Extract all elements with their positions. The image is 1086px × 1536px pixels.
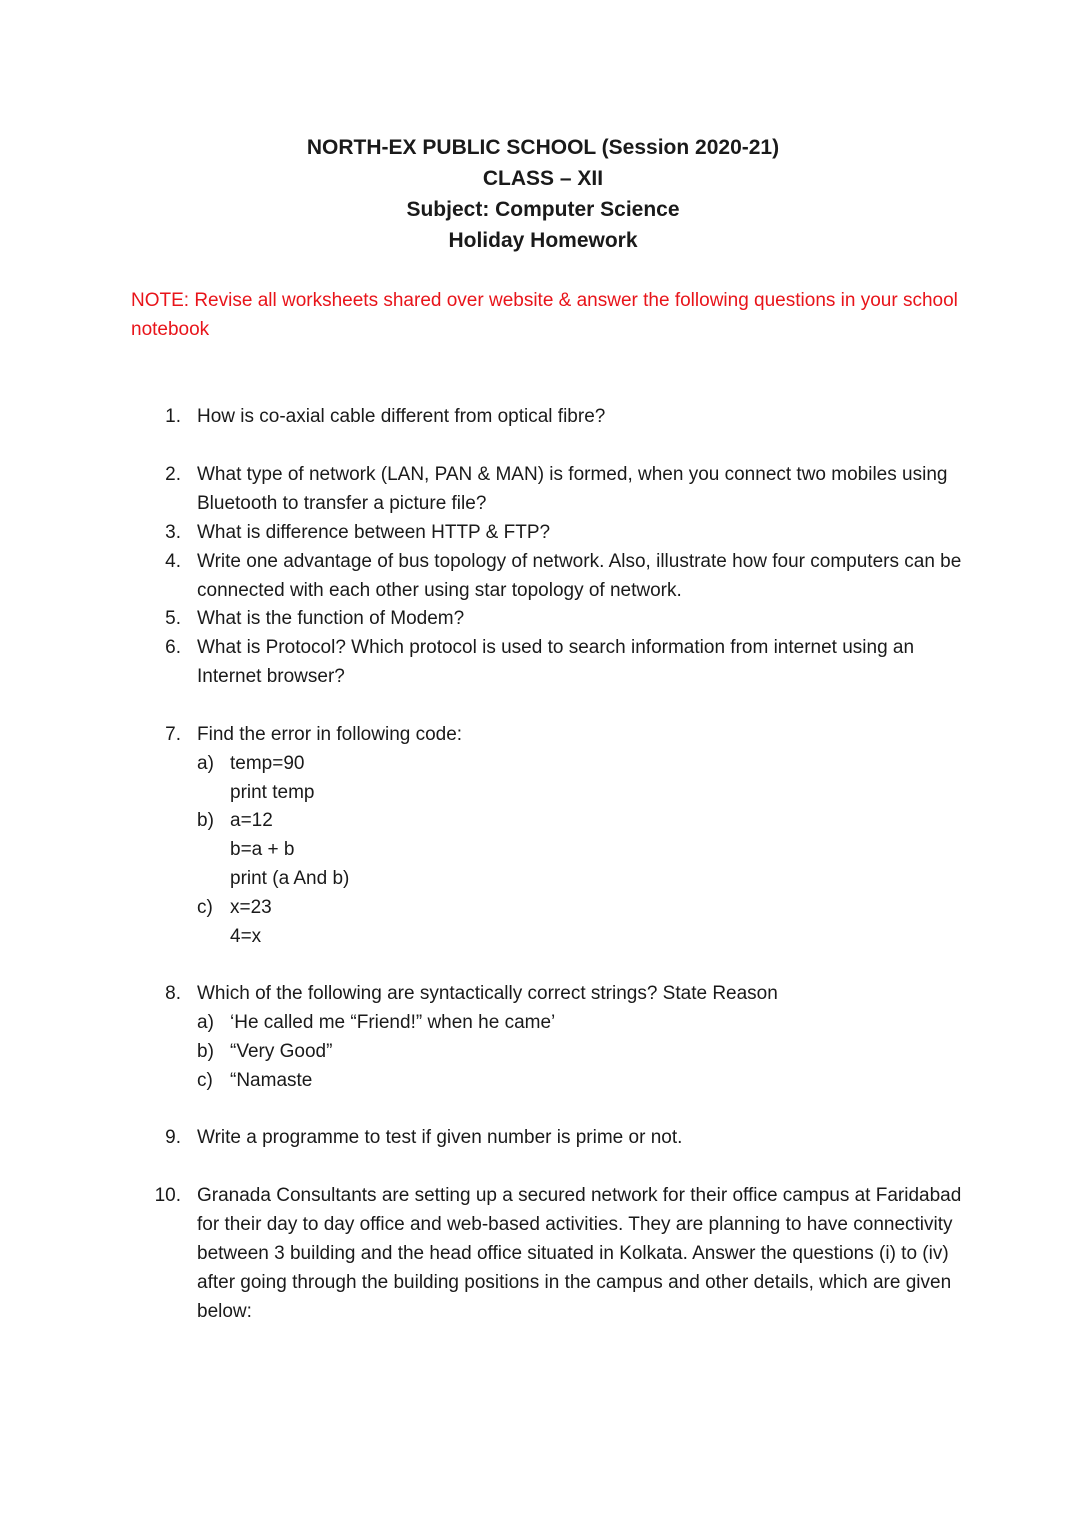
question-number: 2. xyxy=(165,464,181,485)
sub-label: b) xyxy=(197,1041,214,1062)
question-number: 5. xyxy=(165,608,181,629)
question-number: 10. xyxy=(154,1185,181,1206)
code-line: b=a + b xyxy=(230,839,295,860)
question-number: 9. xyxy=(165,1127,181,1148)
question-text: Write a programme to test if given number is prime or not. xyxy=(197,1127,683,1148)
question-text: What type of network (LAN, PAN & MAN) is formed, when you connect two mobiles using Bluetooth to transfer a picture file? xyxy=(197,464,948,514)
question-number: 4. xyxy=(165,551,181,572)
question-text: Find the error in following code: xyxy=(197,724,463,745)
question-text: What is the function of Modem? xyxy=(197,608,465,629)
sub-label: c) xyxy=(197,897,213,918)
code-line: print (a And b) xyxy=(230,868,350,889)
code-line: a=12 xyxy=(230,810,273,831)
question-number: 3. xyxy=(165,522,181,543)
subject-label: Subject: Computer Science xyxy=(406,198,680,221)
code-line: x=23 xyxy=(230,897,272,918)
question-text: Which of the following are syntactically correct strings? State Reason xyxy=(197,983,778,1004)
sub-label: a) xyxy=(197,1012,214,1033)
question-text: Granada Consultants are setting up a secured network for their office campus at Faridabad for their day to day office and web-based activities. They are planning to have connectivity between 3 building and the head office situated in Kolkata. Answer the questions (i) to (iv) after going through the building positions in the campus and other details, which are given below: xyxy=(197,1185,962,1322)
code-line: print temp xyxy=(230,782,315,803)
question-text: How is co-axial cable different from optical fibre? xyxy=(197,406,606,427)
school-name: NORTH-EX PUBLIC SCHOOL (Session 2020-21) xyxy=(306,136,780,159)
question-text: Write one advantage of bus topology of network. Also, illustrate how four computers can be connected with each other using star topology of network. xyxy=(197,551,962,601)
question-number: 6. xyxy=(165,637,181,658)
question-number: 7. xyxy=(165,724,181,745)
code-line: temp=90 xyxy=(230,753,305,774)
class-label: CLASS – XII xyxy=(482,167,604,190)
note-text: NOTE: Revise all worksheets shared over website & answer the following questions in your school notebook xyxy=(131,290,958,340)
sub-label: c) xyxy=(197,1070,213,1091)
option-text: “Namaste xyxy=(230,1070,313,1091)
question-number: 8. xyxy=(165,983,181,1004)
question-number: 1. xyxy=(165,406,181,427)
sub-label: b) xyxy=(197,810,214,831)
code-line: 4=x xyxy=(230,926,262,947)
option-text: “Very Good” xyxy=(230,1041,333,1062)
question-text: What is Protocol? Which protocol is used to search information from internet using an Internet browser? xyxy=(197,637,915,687)
document-header xyxy=(0,132,1086,256)
option-text: ‘He called me “Friend!” when he came’ xyxy=(230,1012,556,1033)
document-title: Holiday Homework xyxy=(448,229,638,252)
sub-label: a) xyxy=(197,753,214,774)
question-text: What is difference between HTTP & FTP? xyxy=(197,522,551,543)
